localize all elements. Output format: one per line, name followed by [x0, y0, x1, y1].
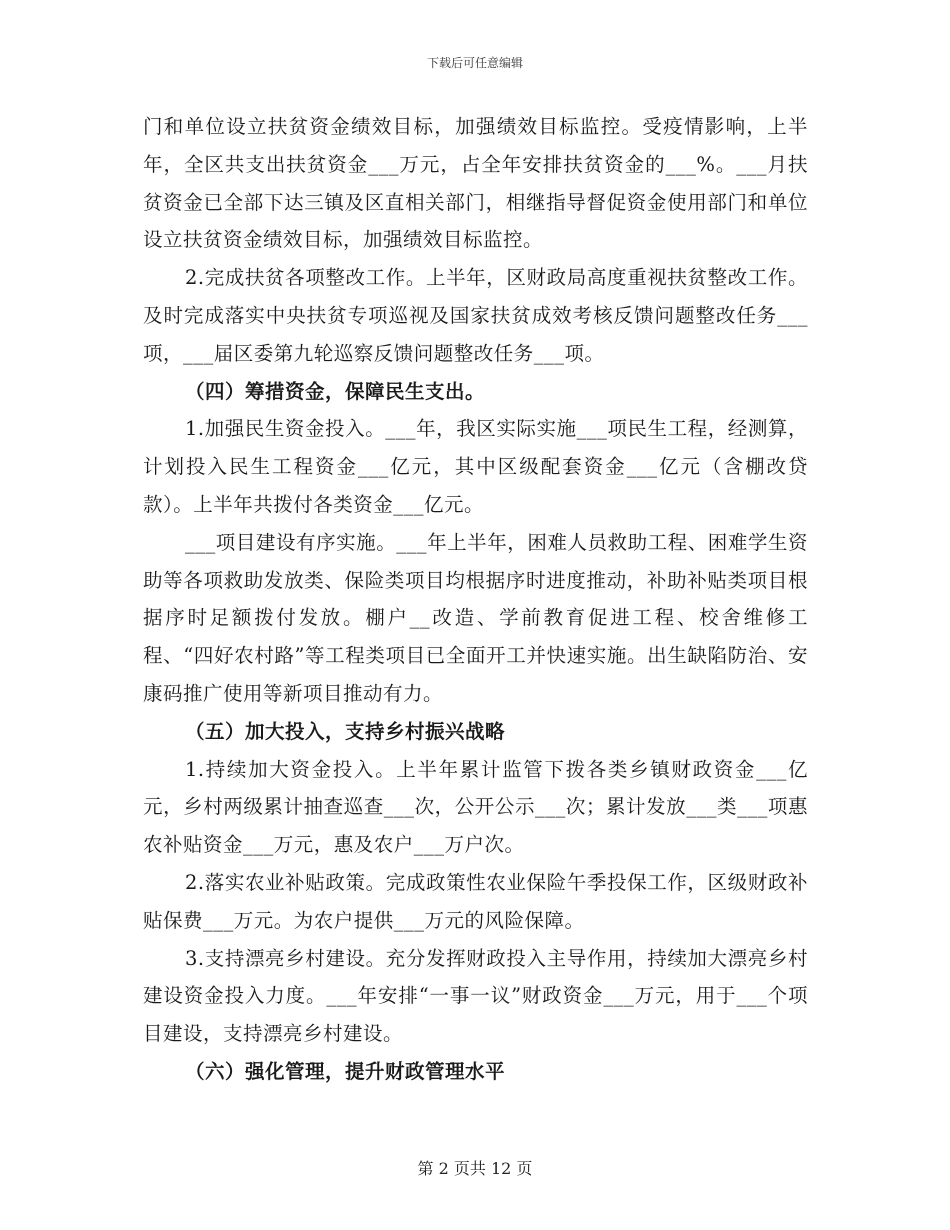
paragraph: 3.支持漂亮乡村建设。充分发挥财政投入主导作用，持续加大漂亮乡村建设资金投入力度。___年安排“一事一议”财政资金___万元，用于___个项目建设，支持漂亮乡村建设。	[143, 946, 808, 1046]
paragraph: 2.完成扶贫各项整改工作。上半年，区财政局高度重视扶贫整改工作。及时完成落实中央扶贫专项巡视及国家扶贫成效考核反馈问题整改任务___项，___届区委第九轮巡察反馈问题整改任务___项。	[143, 266, 808, 365]
document-body	[143, 108, 808, 1091]
page-footer: 第 2 页共 12 页	[417, 1159, 533, 1178]
paragraph: 1.持续加大资金投入。上半年累计监管下拨各类乡镇财政资金___亿元，乡村两级累计抽查巡查___次，公开公示___次；累计发放___类___项惠农补贴资金___万元，惠及农户___万户次。	[143, 757, 808, 857]
section-heading: （六）强化管理，提升财政管理水平	[185, 1059, 506, 1083]
section-heading: （五）加大投入，支持乡村振兴战略	[185, 719, 506, 743]
paragraph: 2.落实农业补贴政策。完成政策性农业保险午季投保工作，区级财政补贴保费___万元。为农户提供___万元的风险保障。	[143, 870, 808, 932]
paragraph: 门和单位设立扶贫资金绩效目标，加强绩效目标监控。受疫情影响，上半年，全区共支出扶贫资金___万元，占全年安排扶贫资金的___%。___月扶贫资金已全部下达三镇及区直相关部门，相继指导督促资金使用部门和单位设立扶贫资金绩效目标，加强绩效目标监控。	[143, 115, 808, 252]
paragraph: ___项目建设有序实施。___年上半年，困难人员救助工程、困难学生资助等各项救助发放类、保险类项目均根据序时进度推动，补助补贴类项目根据序时足额拨付发放。棚户__改造、学前教育促进工程、校舍维修工程、“四好农村路”等工程类项目已全面开工并快速实施。出生缺陷防治、安康码推广使用等新项目推动有力。	[143, 530, 808, 705]
section-heading: （四）筹措资金，保障民生支出。	[185, 379, 486, 403]
page-header: 下载后可任意编辑	[426, 56, 523, 70]
paragraph: 1.加强民生资金投入。___年，我区实际实施___项民生工程，经测算，计划投入民生工程资金___亿元，其中区级配套资金___亿元（含棚改贷款）。上半年共拨付各类资金___亿元。	[143, 417, 808, 516]
